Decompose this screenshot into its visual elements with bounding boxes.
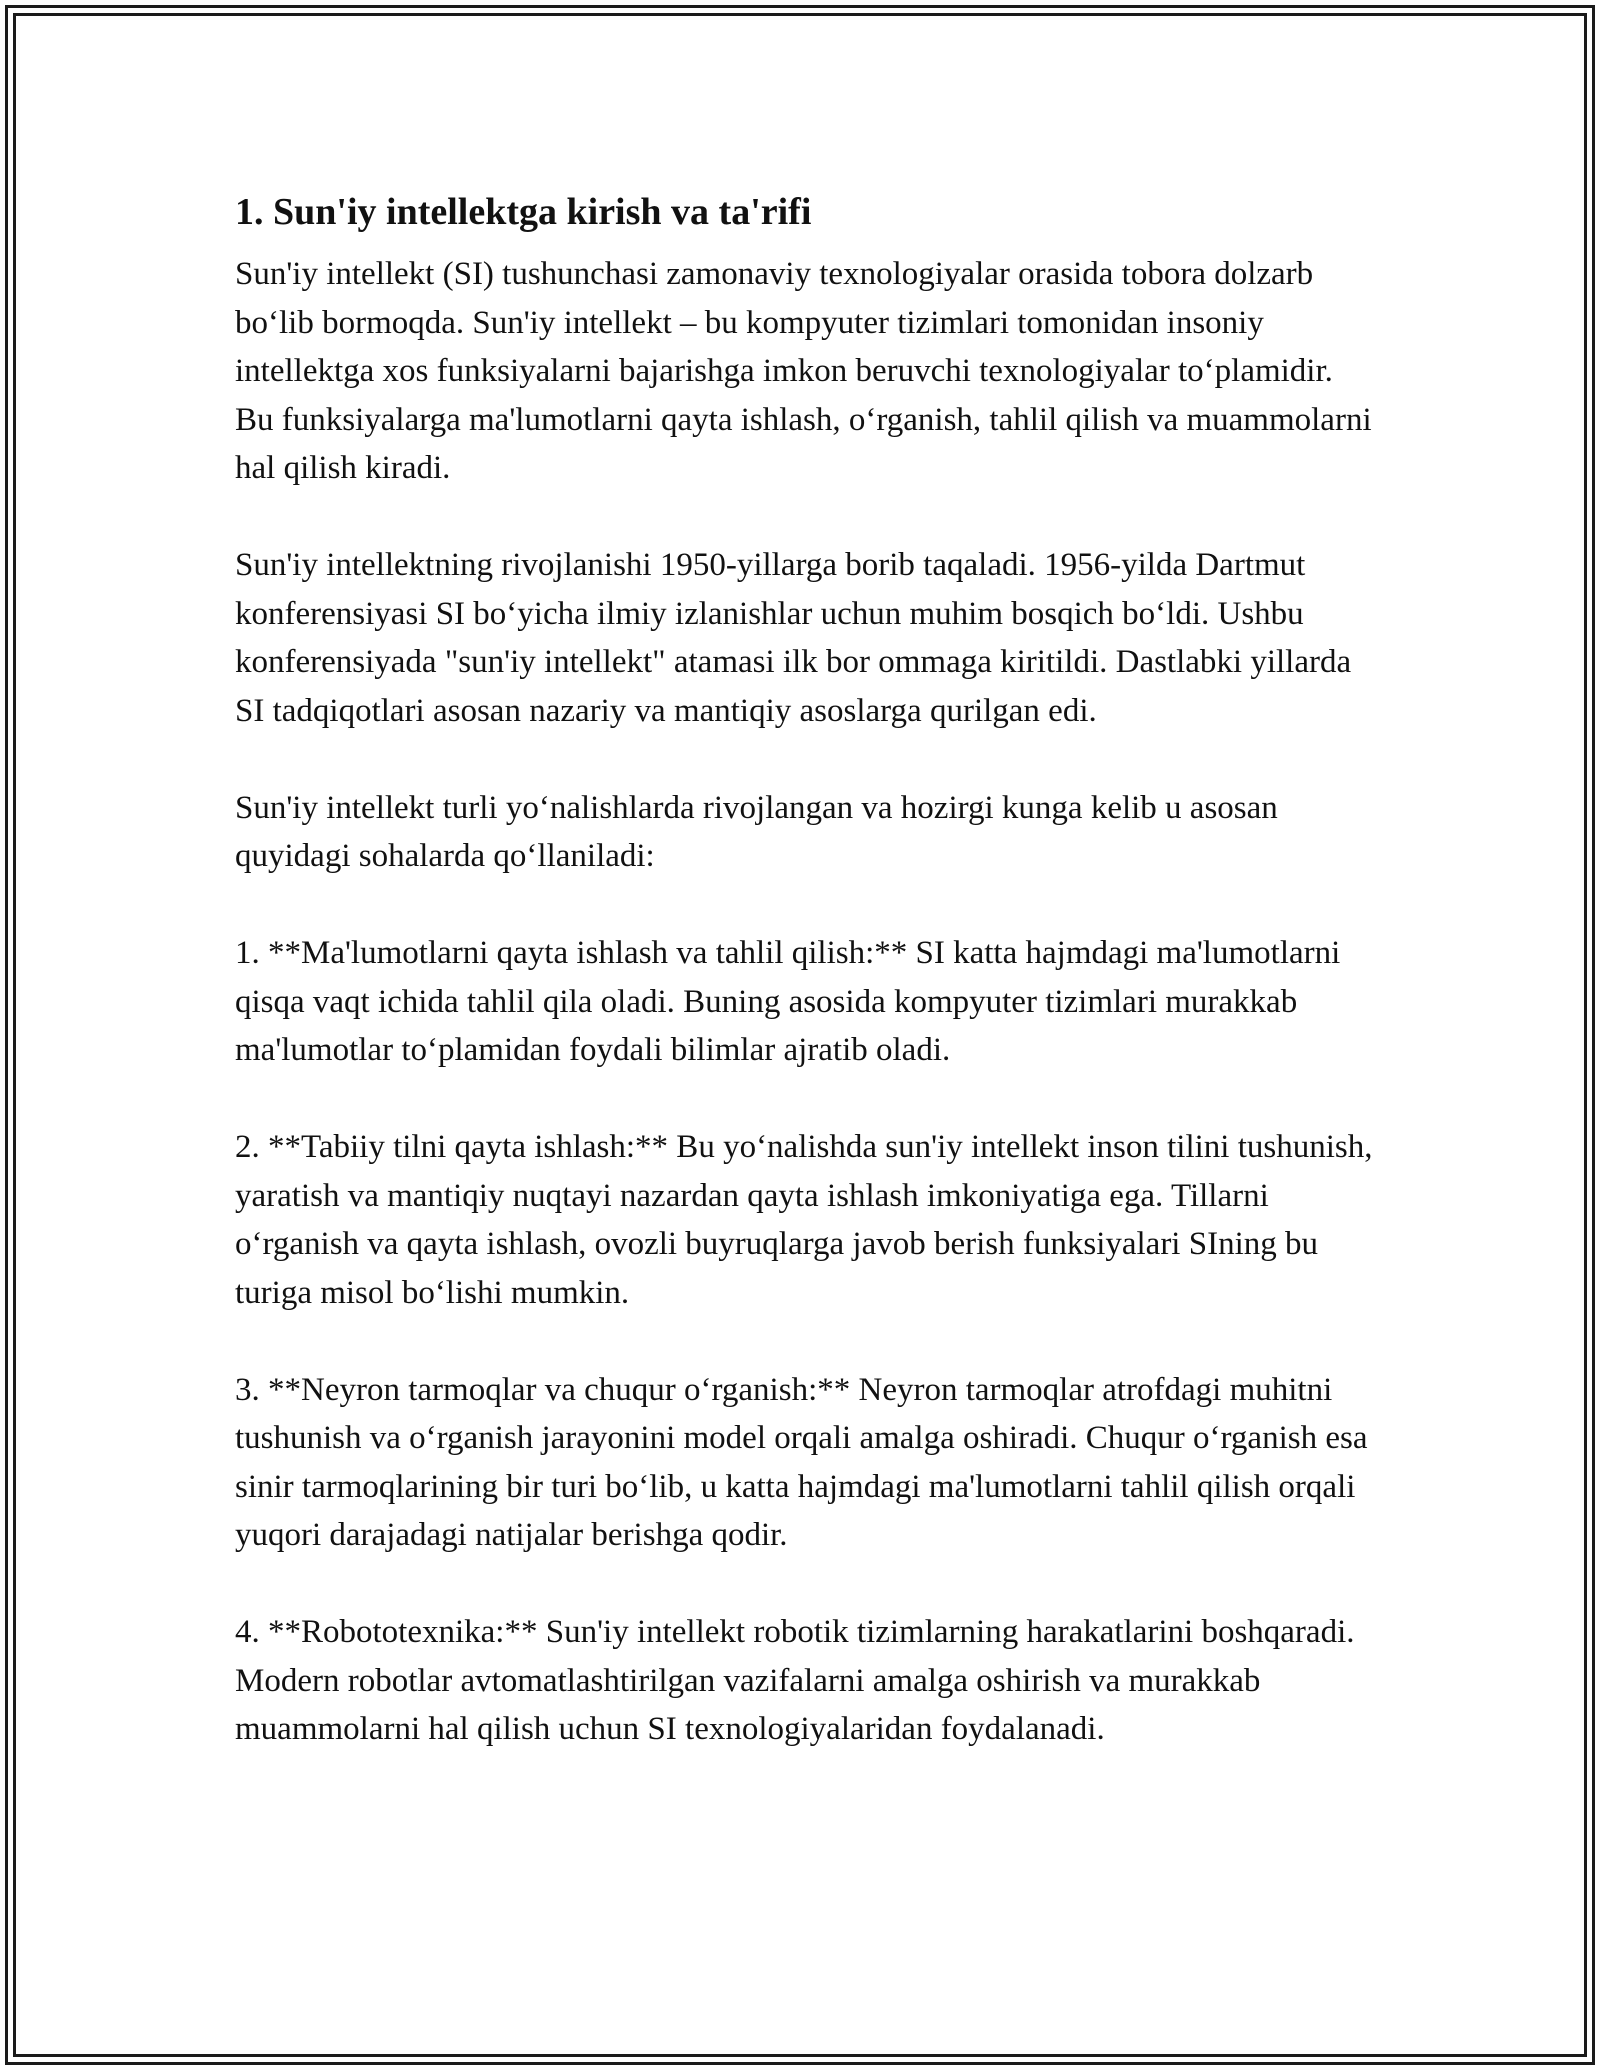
list-item-robotics: 4. **Robototexnika:** Sun'iy intellekt robotik tizimlarning harakatlarini boshqaradi. Modern robotlar avtomatlashtirilgan vazifalarni amalga oshirish va murakkab muammolarni hal qilish uchun SI texnologiyalaridan foydalanadi. bbox=[235, 1614, 1355, 1747]
paragraph-intro-definition: Sun'iy intellekt (SI) tushunchasi zamonaviy texnologiyalar orasida tobora dolzarb bo‘lib bormoqda. Sun'iy intellekt – bu kompyuter tizimlari tomonidan insoniy intellektga xos funksiyalarni bajarishga imkon beruvchi texnologiyalar to‘plamidir. Bu funksiyalarga ma'lumotlarni qayta ishlash, o‘rganish, tahlil qilish va muammolarni hal qilish kiradi. bbox=[235, 256, 1372, 486]
list-item-data-processing: 1. **Ma'lumotlarni qayta ishlash va tahlil qilish:** SI katta hajmdagi ma'lumotlarni qisqa vaqt ichida tahlil qila oladi. Buning asosida kompyuter tizimlari murakkab ma'lumotlar to‘plamidan foydali bilimlar ajratib oladi. bbox=[235, 935, 1341, 1068]
paragraph-history: Sun'iy intellektning rivojlanishi 1950-yillarga borib taqaladi. 1956-yilda Dartmut konferensiyasi SI bo‘yicha ilmiy izlanishlar uchun muhim bosqich bo‘ldi. Ushbu konferensiyada "sun'iy intellekt" atamasi ilk bor ommaga kiritildi. Dastlabki yillarda SI tadqiqotlari asosan nazariy va mantiqiy asoslarga qurilgan edi. bbox=[235, 547, 1352, 729]
section-title: 1. Sun'iy intellektga kirish va ta'rifi bbox=[235, 191, 812, 233]
list-item-neural-networks: 3. **Neyron tarmoqlar va chuqur o‘rganish:** Neyron tarmoqlar atrofdagi muhitni tushunish va o‘rganish jarayonini model orqali amalga oshiradi. Chuqur o‘rganish esa sinir tarmoqlarining bir turi bo‘lib, u katta hajmdagi ma'lumotlarni tahlil qilish orqali yuqori darajadagi natijalar berishga qodir. bbox=[235, 1371, 1368, 1553]
paragraph-application-areas: Sun'iy intellekt turli yo‘nalishlarda rivojlangan va hozirgi kunga kelib u asosan quyidagi sohalarda qo‘llaniladi: bbox=[235, 789, 1278, 874]
document-body bbox=[235, 186, 1375, 1754]
list-item-natural-language: 2. **Tabiiy tilni qayta ishlash:** Bu yo‘nalishda sun'iy intellekt inson tilini tushunish, yaratish va mantiqiy nuqtayi nazardan qayta ishlash imkoniyatiga ega. Tillarni o‘rganish va qayta ishlash, ovozli buyruqlarga javob berish funksiyalari SIning bu turiga misol bo‘lishi mumkin. bbox=[235, 1129, 1373, 1311]
